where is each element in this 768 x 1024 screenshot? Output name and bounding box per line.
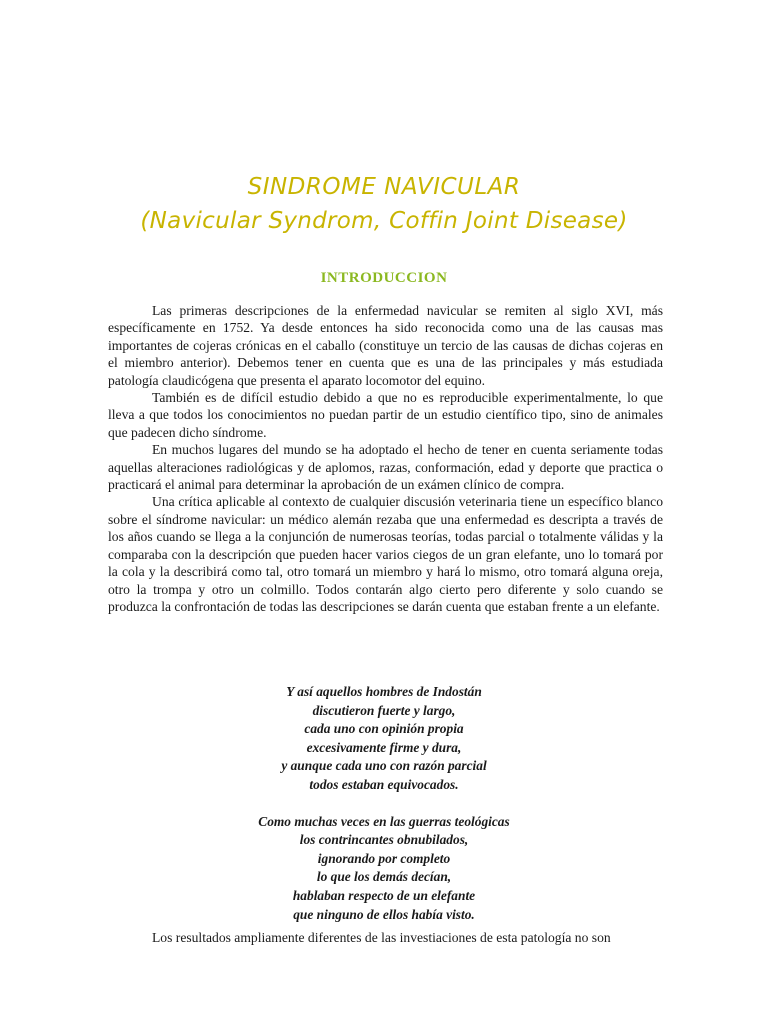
paragraph-1: Las primeras descripciones de la enfermedad navicular se remiten al siglo XVI, más específicamente en 1752. Ya desde entonces ha sido reconocida como una de las causas mas importantes de cojeras crónicas en el caballo (constituye un tercio de las causas de dichas cojeras en el miembro anterior). Debemos tener en cuenta que es una de las principales y más estudiada patología claudicógena que presenta el aparato locomotor del equino. xyxy=(108,303,663,388)
poem-line: todos estaban equivocados. xyxy=(309,776,459,792)
paragraph-2: También es de difícil estudio debido a que no es reproducible experimentalmente, lo que lleva a que todos los conocimientos no puedan partir de un estudio científico tipo, sino de animales que padecen dicho síndrome. xyxy=(108,390,663,440)
document-title xyxy=(0,170,768,238)
poem-quote xyxy=(0,683,768,924)
poem-line: Como muchas veces en las guerras teológicas xyxy=(258,813,510,829)
section-heading: INTRODUCCION xyxy=(320,270,448,286)
closing-text xyxy=(108,929,663,946)
paragraph-3: En muchos lugares del mundo se ha adoptado el hecho de tener en cuenta seriamente todas aquellas alteraciones radiológicas y de aplomos, razas, conformación, edad y deporte que practica o practicará el animal para determinar la aprobación de un exámen clínico de compra. xyxy=(108,442,663,493)
paragraph-4: Una crítica aplicable al contexto de cualquier discusión veterinaria tiene un específico blanco sobre el síndrome navicular: un médico alemán rezaba que una enfermedad es descripta a través de los años cuando se llega a la conjunción de numerosas teorías, todas parcial o totalmente válidas y la comparaba con la descripción que pueden hacer varios ciegos de un gran elefante, uno lo tomará por la cola y la describirá como tal, otro tomará un miembro y hará lo mismo, otro tomará alguna oreja, otro la trompa y otro un colmillo. Todos contarán algo cierto pero diferente y solo cuando se produzca la confrontación de todas las descripciones se darán cuenta que estaban frente a un elefante. xyxy=(108,494,663,614)
title-subtitle: (Navicular Syndrom, Coffin Joint Disease) xyxy=(140,208,628,234)
introduction-body xyxy=(108,302,663,615)
poem-line: excesivamente firme y dura, xyxy=(306,739,462,755)
poem-line: que ninguno de ellos había visto. xyxy=(293,906,475,922)
poem-line: cada uno con opinión propia xyxy=(304,721,464,737)
poem-stanza-1 xyxy=(0,683,768,795)
poem-line: los contrincantes obnubilados, xyxy=(299,832,469,848)
poem-line: lo que los demás decían, xyxy=(316,869,452,885)
poem-line: y aunque cada uno con razón parcial xyxy=(281,758,487,774)
title-main: SINDROME NAVICULAR xyxy=(247,174,521,200)
closing-paragraph: Los resultados ampliamente diferentes de las investiaciones de esta patología no son xyxy=(152,930,611,945)
poem-line: Y así aquellos hombres de Indostán xyxy=(286,684,482,699)
poem-line: hablaban respecto de un elefante xyxy=(292,887,476,903)
poem-stanza-2 xyxy=(0,813,768,925)
poem-line: discutieron fuerte y largo, xyxy=(312,702,456,718)
poem-line: ignorando por completo xyxy=(317,850,451,866)
